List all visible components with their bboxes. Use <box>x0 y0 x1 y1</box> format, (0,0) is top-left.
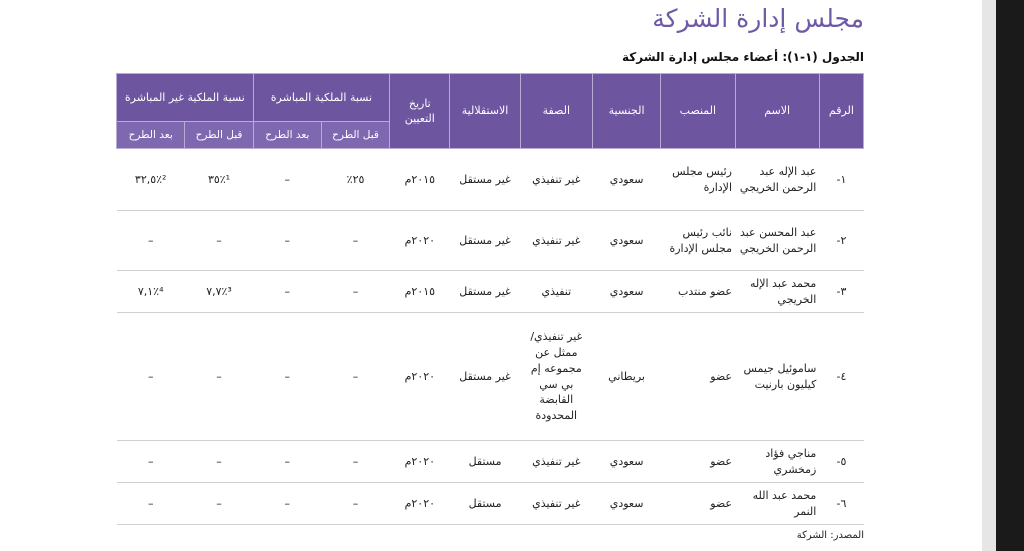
cell-independence: غير مستقل <box>450 211 520 271</box>
cell-indirect-before: ٧,٧٪³ <box>185 271 253 313</box>
cell-independence: غير مستقل <box>450 313 520 441</box>
cell-position: عضو <box>661 483 735 525</box>
cell-appointment: ٢٠١٥م <box>390 271 450 313</box>
table-caption: الجدول (١-١): أعضاء مجلس إدارة الشركة <box>621 50 864 64</box>
cell-direct-after: – <box>253 271 321 313</box>
table-row <box>117 211 864 271</box>
cell-direct-before: – <box>321 313 389 441</box>
cell-independence: غير مستقل <box>450 149 520 211</box>
header-indirect-before: قبل الطرح <box>185 122 253 149</box>
table-row <box>117 313 864 441</box>
board-members-table <box>116 73 864 525</box>
cell-capacity: غير تنفيذي <box>520 211 592 271</box>
header-direct-after: بعد الطرح <box>253 122 321 149</box>
table-row <box>117 483 864 525</box>
cell-appointment: ٢٠٢٠م <box>390 441 450 483</box>
cell-nationality: بريطاني <box>592 313 660 441</box>
cell-num: ٥- <box>819 441 863 483</box>
cell-direct-before: – <box>321 211 389 271</box>
cell-num: ٣- <box>819 271 863 313</box>
table-row <box>117 441 864 483</box>
cell-appointment: ٢٠٢٠م <box>390 313 450 441</box>
viewer-edge <box>982 0 1024 551</box>
cell-direct-after: – <box>253 211 321 271</box>
header-position: المنصب <box>661 74 735 149</box>
cell-nationality: سعودي <box>592 211 660 271</box>
header-direct-ownership: نسبة الملكية المباشرة <box>253 74 390 122</box>
cell-direct-after: – <box>253 313 321 441</box>
page-title: مجلس إدارة الشركة <box>652 4 864 33</box>
cell-position: عضو منتدب <box>661 271 735 313</box>
cell-direct-after: – <box>253 149 321 211</box>
cell-indirect-after: ٧,١٪⁴ <box>117 271 185 313</box>
cell-num: ٦- <box>819 483 863 525</box>
cell-nationality: سعودي <box>592 483 660 525</box>
cell-direct-after: – <box>253 483 321 525</box>
cell-independence: مستقل <box>450 483 520 525</box>
cell-capacity: غير تنفيذي <box>520 483 592 525</box>
cell-indirect-before: – <box>185 211 253 271</box>
cell-appointment: ٢٠٢٠م <box>390 483 450 525</box>
cell-indirect-before: – <box>185 313 253 441</box>
cell-num: ٤- <box>819 313 863 441</box>
cell-direct-before: ٢٥٪ <box>321 149 389 211</box>
cell-name: محمد عبد الإله الخريجي <box>735 271 819 313</box>
cell-name: عبد الإله عبد الرحمن الخريجي <box>735 149 819 211</box>
cell-name: عبد المحسن عبد الرحمن الخريجي <box>735 211 819 271</box>
table-row <box>117 149 864 211</box>
cell-name: ساموئيل جيمس كيليون بارنيت <box>735 313 819 441</box>
cell-capacity: غير تنفيذي/ ممثل عن مجموعه إم بي سي القابضة المحدودة <box>520 313 592 441</box>
cell-capacity: غير تنفيذي <box>520 441 592 483</box>
header-appointment: تاريخ التعيين <box>390 74 450 149</box>
cell-name: مناجي فؤاد زمخشري <box>735 441 819 483</box>
cell-capacity: غير تنفيذي <box>520 149 592 211</box>
cell-indirect-after: – <box>117 211 185 271</box>
source-note: المصدر: الشركة <box>796 530 864 541</box>
cell-position: عضو <box>661 313 735 441</box>
header-capacity: الصفة <box>520 74 592 149</box>
cell-indirect-before: ٣٥٪¹ <box>185 149 253 211</box>
cell-indirect-after: – <box>117 483 185 525</box>
cell-position: عضو <box>661 441 735 483</box>
cell-appointment: ٢٠٢٠م <box>390 211 450 271</box>
cell-position: رئيس مجلس الإدارة <box>661 149 735 211</box>
cell-indirect-after: ٣٢,٥٪² <box>117 149 185 211</box>
cell-nationality: سعودي <box>592 441 660 483</box>
cell-direct-after: – <box>253 441 321 483</box>
cell-direct-before: – <box>321 483 389 525</box>
cell-name: محمد عبد الله النمر <box>735 483 819 525</box>
header-nationality: الجنسية <box>592 74 660 149</box>
cell-indirect-before: – <box>185 441 253 483</box>
header-name: الاسم <box>735 74 819 149</box>
cell-capacity: تنفيذي <box>520 271 592 313</box>
cell-independence: مستقل <box>450 441 520 483</box>
header-indirect-after: بعد الطرح <box>117 122 185 149</box>
table-row <box>117 271 864 313</box>
header-direct-before: قبل الطرح <box>321 122 389 149</box>
cell-position: نائب رئيس مجلس الإدارة <box>661 211 735 271</box>
cell-nationality: سعودي <box>592 271 660 313</box>
cell-independence: غير مستقل <box>450 271 520 313</box>
cell-nationality: سعودي <box>592 149 660 211</box>
header-indirect-ownership: نسبة الملكية غير المباشرة <box>117 74 254 122</box>
cell-indirect-before: – <box>185 483 253 525</box>
cell-num: ٢- <box>819 211 863 271</box>
header-num: الرقم <box>819 74 863 149</box>
header-independence: الاستقلالية <box>450 74 520 149</box>
cell-num: ١- <box>819 149 863 211</box>
cell-direct-before: – <box>321 271 389 313</box>
cell-indirect-after: – <box>117 313 185 441</box>
viewer-scroll-strip <box>996 0 1024 551</box>
cell-direct-before: – <box>321 441 389 483</box>
cell-appointment: ٢٠١٥م <box>390 149 450 211</box>
cell-indirect-after: – <box>117 441 185 483</box>
